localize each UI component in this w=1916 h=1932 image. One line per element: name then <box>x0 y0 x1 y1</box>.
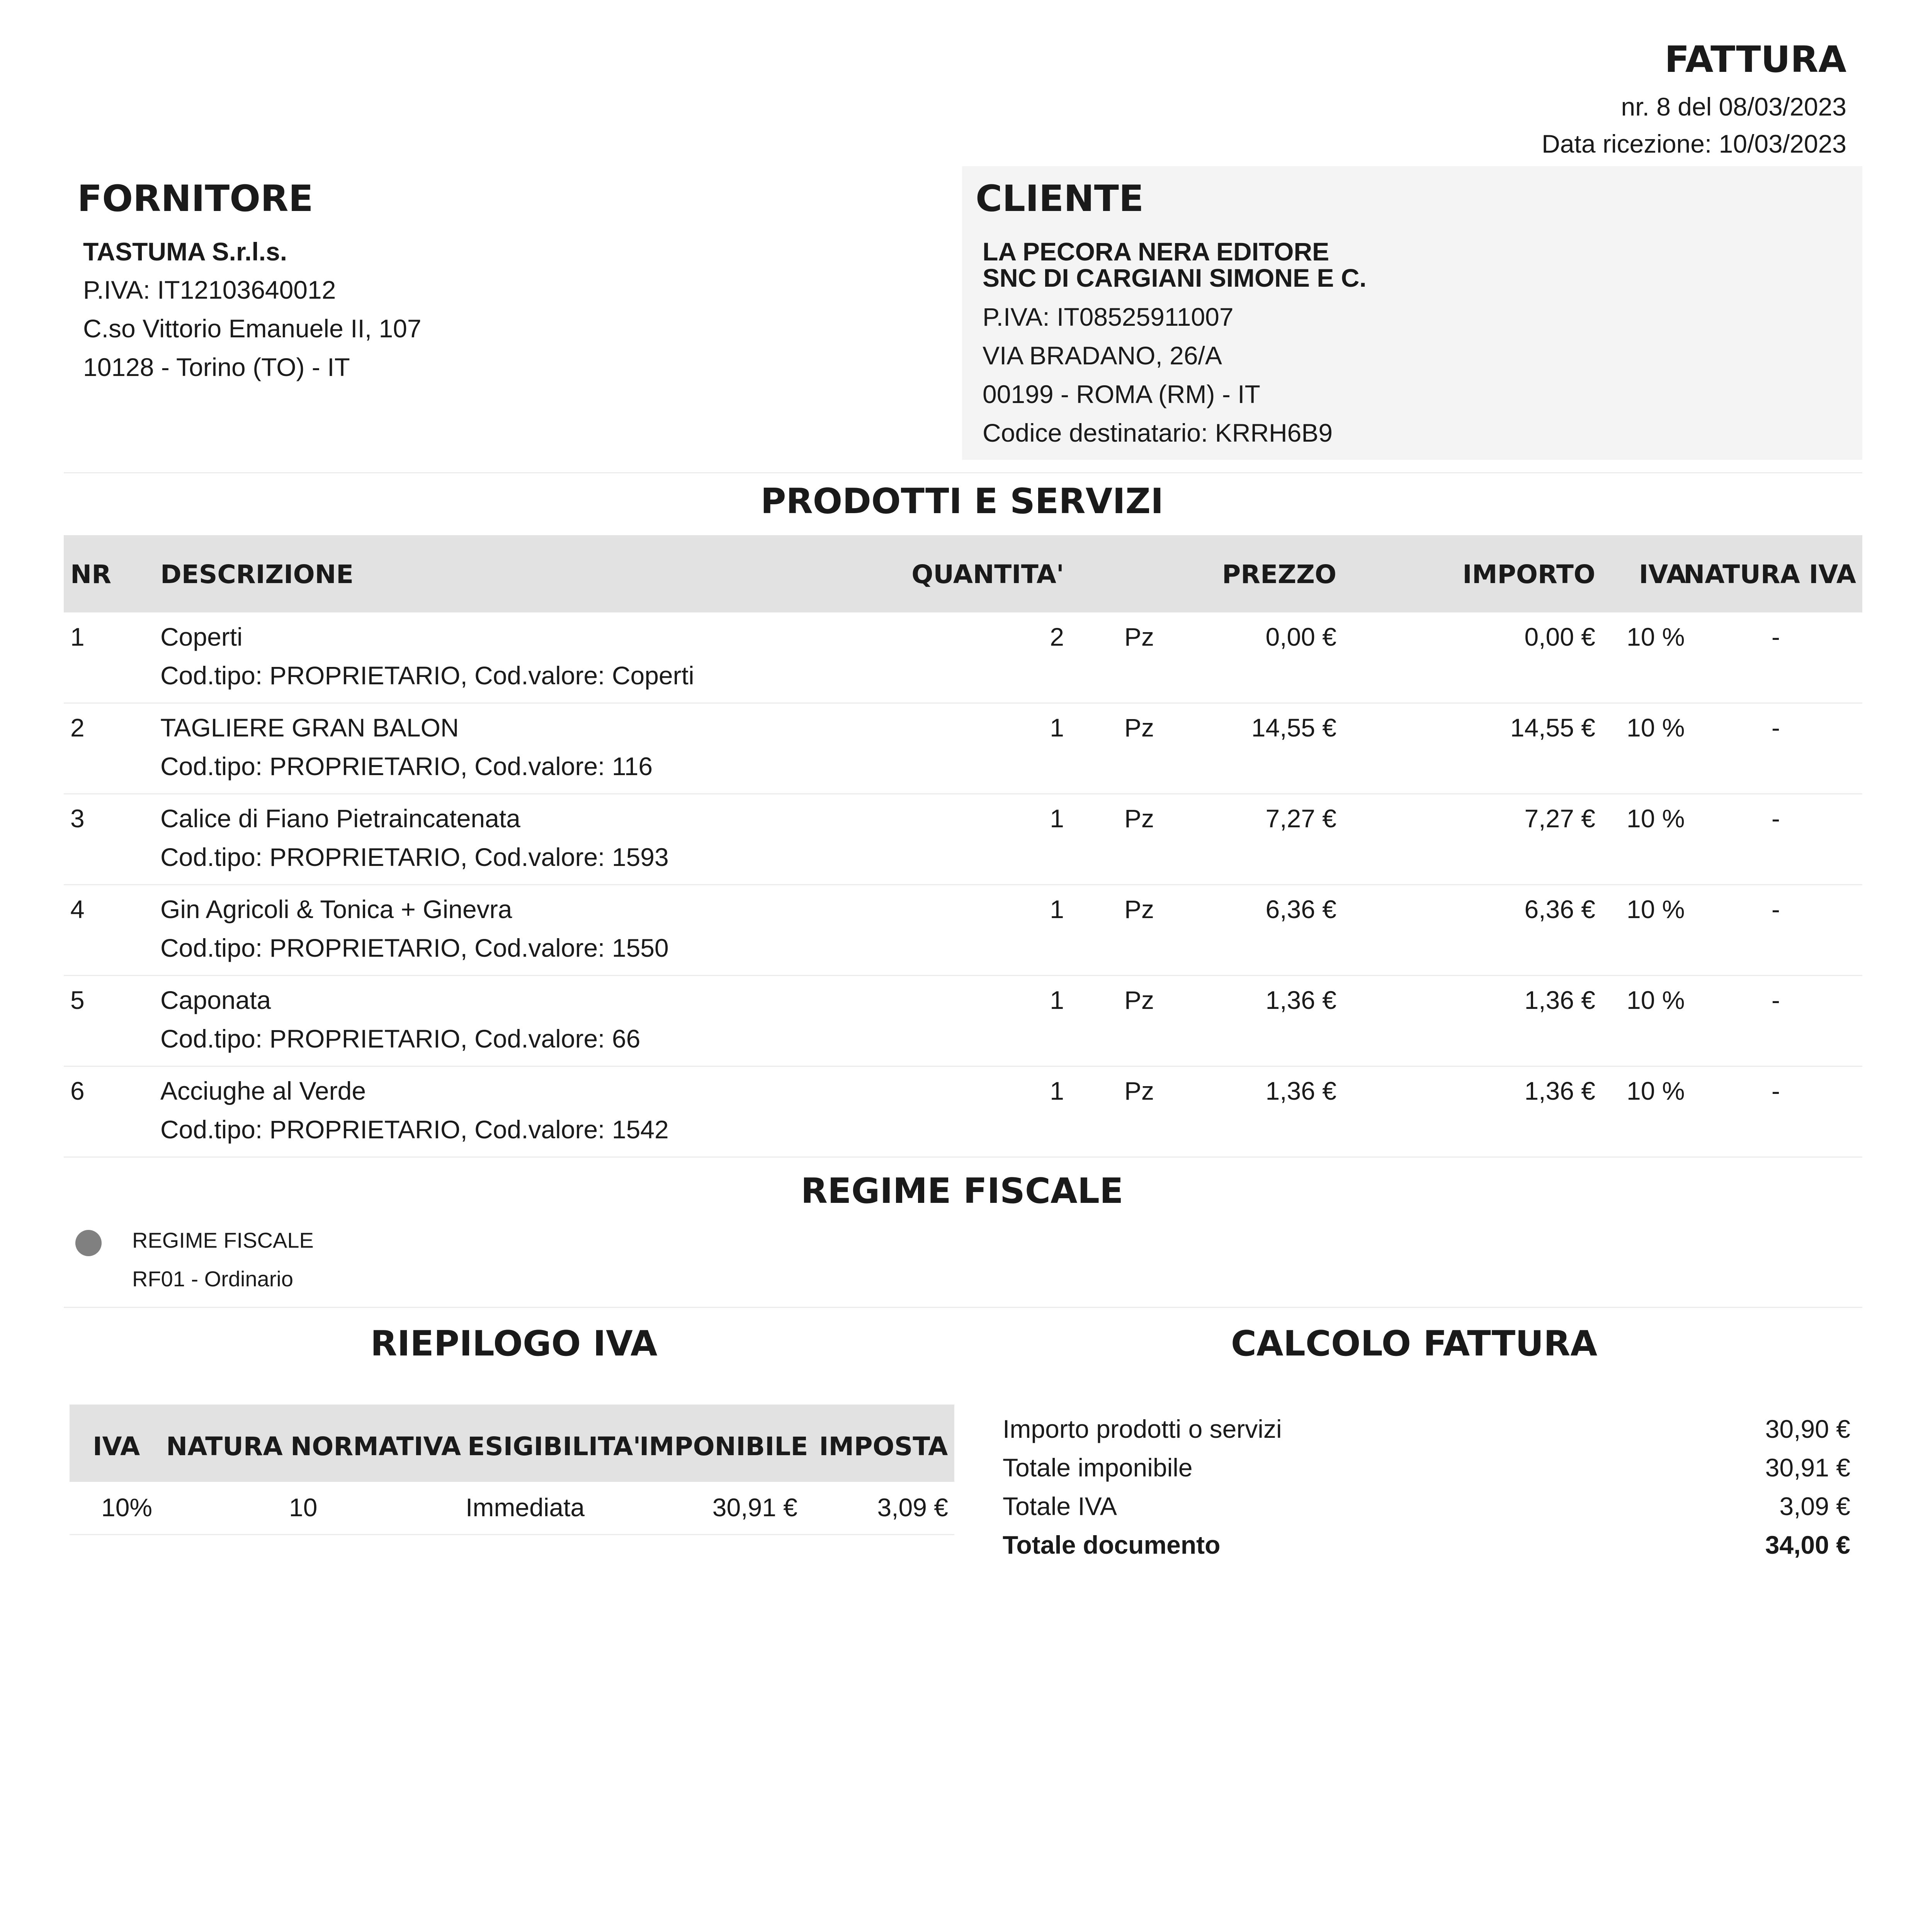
regime-value: RF01 - Ordinario <box>132 1267 294 1291</box>
row-description: TAGLIERE GRAN BALON <box>160 713 459 742</box>
client-name-line2: SNC DI CARGIANI SIMONE E C. <box>983 264 1367 292</box>
col-quantity: QUANTITA' <box>911 560 1064 589</box>
vat-iva: 10% <box>101 1493 153 1522</box>
regime-label: REGIME FISCALE <box>132 1228 314 1252</box>
total-value: 34,00 € <box>1765 1531 1850 1559</box>
calc-label: Importo prodotti o servizi <box>1003 1415 1282 1443</box>
row-divider <box>64 975 1862 976</box>
client-address: VIA BRADANO, 26/A <box>983 341 1222 370</box>
client-title: CLIENTE <box>976 178 1144 220</box>
row-description: Calice di Fiano Pietraincatenata <box>160 804 520 833</box>
row-qty: 1 <box>1050 986 1064 1014</box>
row-price: 1,36 € <box>1265 1077 1336 1105</box>
row-amount: 6,36 € <box>1524 895 1595 923</box>
row-vat: 10 % <box>1627 713 1685 742</box>
client-vat: P.IVA: IT08525911007 <box>983 303 1234 331</box>
row-nr: 1 <box>70 622 85 651</box>
col-nr: NR <box>70 560 112 589</box>
divider <box>64 1307 1862 1308</box>
supplier-name: TASTUMA S.r.l.s. <box>83 237 287 266</box>
client-recipient-code: Codice destinatario: KRRH6B9 <box>983 418 1333 447</box>
row-qty: 2 <box>1050 622 1064 651</box>
products-title: PRODOTTI E SERVIZI <box>760 481 1164 522</box>
row-code: Cod.tipo: PROPRIETARIO, Cod.valore: Coperti <box>160 661 694 690</box>
row-unit: Pz <box>1124 1077 1154 1105</box>
row-nature: - <box>1771 713 1780 742</box>
vat-esigibilita: Immediata <box>466 1493 585 1522</box>
vat-natura: 10 <box>289 1493 318 1522</box>
row-code: Cod.tipo: PROPRIETARIO, Cod.valore: 1550 <box>160 934 669 962</box>
row-vat: 10 % <box>1627 986 1685 1014</box>
row-code: Cod.tipo: PROPRIETARIO, Cod.valore: 1593 <box>160 843 669 871</box>
col-esigibilita: ESIGIBILITA' <box>468 1432 641 1461</box>
row-nature: - <box>1771 895 1780 923</box>
supplier-address: C.so Vittorio Emanuele II, 107 <box>83 314 422 343</box>
vat-summary-title: RIEPILOGO IVA <box>370 1323 658 1364</box>
total-label: Totale documento <box>1003 1531 1221 1559</box>
row-qty: 1 <box>1050 713 1064 742</box>
row-code: Cod.tipo: PROPRIETARIO, Cod.valore: 1542 <box>160 1115 669 1144</box>
regime-title: REGIME FISCALE <box>801 1171 1124 1211</box>
row-divider <box>64 1066 1862 1067</box>
calc-value: 3,09 € <box>1779 1492 1850 1520</box>
row-amount: 7,27 € <box>1524 804 1595 833</box>
row-description: Acciughe al Verde <box>160 1077 366 1105</box>
row-amount: 14,55 € <box>1510 713 1595 742</box>
col-imposta: IMPOSTA <box>819 1432 948 1461</box>
row-nature: - <box>1771 986 1780 1014</box>
row-divider <box>64 793 1862 794</box>
calc-label: Totale IVA <box>1003 1492 1117 1520</box>
supplier-city: 10128 - Torino (TO) - IT <box>83 353 350 381</box>
calc-label: Totale imponibile <box>1003 1453 1193 1482</box>
row-divider <box>70 1534 954 1535</box>
row-amount: 1,36 € <box>1524 1077 1595 1105</box>
row-nr: 3 <box>70 804 85 833</box>
col-price: PREZZO <box>1222 560 1336 589</box>
row-nr: 4 <box>70 895 85 923</box>
row-price: 7,27 € <box>1265 804 1336 833</box>
row-description: Gin Agricoli & Tonica + Ginevra <box>160 895 512 923</box>
col-description: DESCRIZIONE <box>160 560 354 589</box>
row-nature: - <box>1771 1077 1780 1105</box>
row-qty: 1 <box>1050 1077 1064 1105</box>
calc-value: 30,90 € <box>1765 1415 1850 1443</box>
col-natura: NATURA <box>166 1432 283 1461</box>
col-vat: IVA <box>1639 560 1686 589</box>
col-nature: NATURA IVA <box>1683 560 1856 589</box>
row-unit: Pz <box>1124 986 1154 1014</box>
row-divider <box>64 884 1862 885</box>
row-vat: 10 % <box>1627 1077 1685 1105</box>
col-iva: IVA <box>93 1432 140 1461</box>
row-vat: 10 % <box>1627 622 1685 651</box>
document-number: nr. 8 del 08/03/2023 <box>1621 92 1846 121</box>
supplier-vat: P.IVA: IT12103640012 <box>83 276 336 304</box>
row-nr: 5 <box>70 986 85 1014</box>
row-amount: 1,36 € <box>1524 986 1595 1014</box>
row-divider <box>64 1156 1862 1158</box>
row-amount: 0,00 € <box>1524 622 1595 651</box>
row-price: 1,36 € <box>1265 986 1336 1014</box>
row-nr: 2 <box>70 713 85 742</box>
row-nr: 6 <box>70 1077 85 1105</box>
row-qty: 1 <box>1050 804 1064 833</box>
row-vat: 10 % <box>1627 895 1685 923</box>
row-nature: - <box>1771 804 1780 833</box>
client-name-line1: LA PECORA NERA EDITORE <box>983 237 1329 266</box>
calc-value: 30,91 € <box>1765 1453 1850 1482</box>
row-divider <box>64 702 1862 704</box>
row-unit: Pz <box>1124 713 1154 742</box>
row-unit: Pz <box>1124 895 1154 923</box>
vat-imposta: 3,09 € <box>877 1493 948 1522</box>
received-date: Data ricezione: 10/03/2023 <box>1542 129 1846 158</box>
row-qty: 1 <box>1050 895 1064 923</box>
row-code: Cod.tipo: PROPRIETARIO, Cod.valore: 66 <box>160 1024 641 1053</box>
row-unit: Pz <box>1124 622 1154 651</box>
divider <box>64 472 1862 473</box>
calculation-title: CALCOLO FATTURA <box>1231 1323 1598 1364</box>
col-imponibile: IMPONIBILE <box>639 1432 808 1461</box>
col-normativa: NORMATIVA <box>291 1432 461 1461</box>
row-price: 0,00 € <box>1265 622 1336 651</box>
row-nature: - <box>1771 622 1780 651</box>
regime-bullet-icon <box>75 1230 102 1256</box>
col-amount: IMPORTO <box>1462 560 1595 589</box>
supplier-title: FORNITORE <box>77 178 313 220</box>
row-description: Caponata <box>160 986 271 1014</box>
vat-imponibile: 30,91 € <box>712 1493 797 1522</box>
row-vat: 10 % <box>1627 804 1685 833</box>
row-description: Coperti <box>160 622 243 651</box>
row-code: Cod.tipo: PROPRIETARIO, Cod.valore: 116 <box>160 752 653 781</box>
document-type: FATTURA <box>1664 39 1846 81</box>
row-price: 6,36 € <box>1265 895 1336 923</box>
row-unit: Pz <box>1124 804 1154 833</box>
row-price: 14,55 € <box>1251 713 1336 742</box>
client-city: 00199 - ROMA (RM) - IT <box>983 380 1260 408</box>
